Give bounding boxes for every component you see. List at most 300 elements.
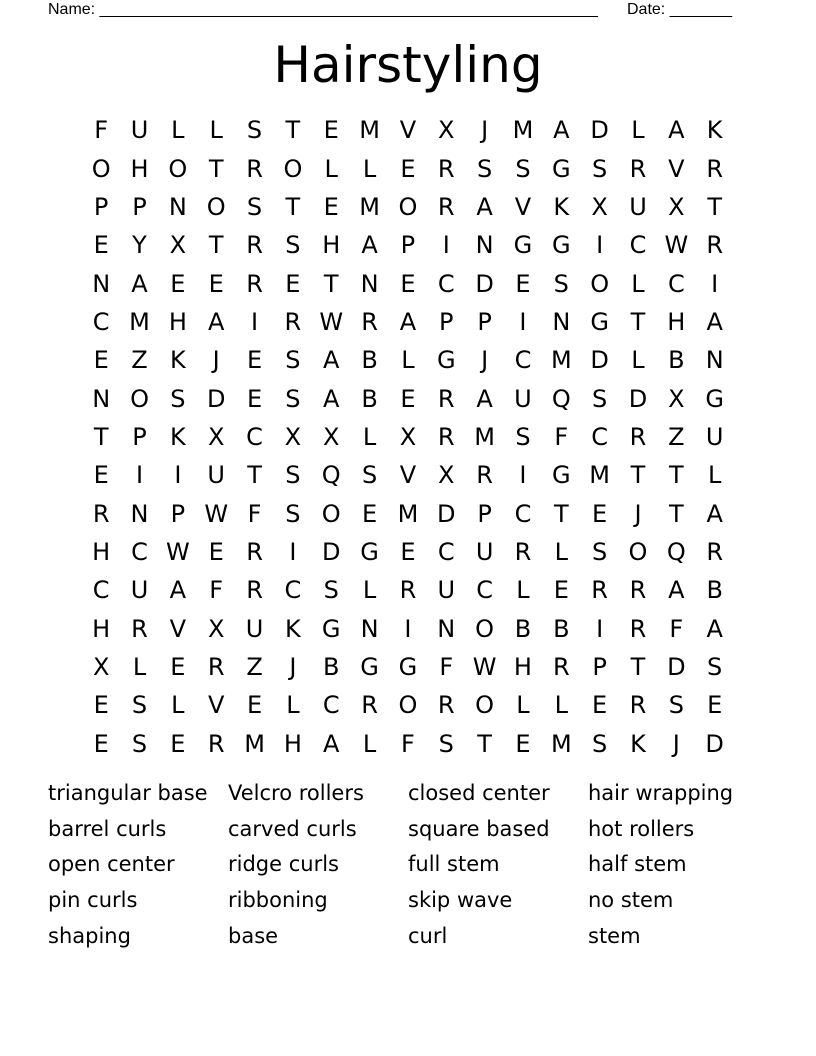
grid-letter: C: [437, 537, 455, 566]
grid-letter: X: [591, 192, 608, 221]
grid-letter: R: [476, 461, 493, 490]
grid-letter: T: [668, 499, 684, 528]
grid-letter: X: [207, 614, 225, 643]
grid-letter: L: [362, 729, 377, 758]
grid-letter: Z: [246, 652, 263, 681]
grid-letter: R: [207, 729, 225, 758]
grid-letter: J: [481, 346, 489, 375]
word-bank-item: closed center: [408, 781, 550, 805]
grid-letter: Q: [666, 537, 686, 566]
grid-letter: E: [400, 154, 416, 183]
grid-letter: S: [592, 729, 608, 758]
grid-letter: P: [400, 231, 416, 260]
grid-letter: O: [91, 154, 111, 183]
grid-letter: V: [399, 116, 417, 145]
grid-letter: J: [634, 499, 642, 528]
word-bank-item: ridge curls: [228, 852, 339, 877]
grid-letter: R: [246, 231, 263, 260]
grid-letter: C: [476, 576, 493, 605]
grid-letter: M: [129, 307, 150, 336]
grid-letter: U: [437, 576, 456, 605]
grid-letter: G: [705, 384, 724, 413]
grid-letter: N: [552, 307, 571, 336]
grid-letter: I: [711, 269, 719, 298]
grid-letter: E: [246, 384, 263, 413]
grid-letter: F: [94, 116, 109, 145]
grid-letter: O: [398, 691, 418, 720]
grid-letter: S: [131, 691, 148, 720]
grid-letter: V: [399, 461, 417, 490]
grid-letter: E: [93, 691, 109, 720]
grid-letter: R: [629, 154, 647, 183]
grid-letter: C: [322, 691, 340, 720]
grid-letter: L: [631, 346, 645, 375]
grid-letter: S: [515, 422, 531, 451]
grid-letter: A: [323, 346, 340, 375]
grid-letter: T: [668, 461, 684, 490]
grid-letter: E: [285, 269, 301, 298]
grid-letter: S: [285, 384, 301, 413]
grid-letter: D: [667, 652, 686, 681]
grid-letter: X: [668, 384, 685, 413]
grid-letter: W: [204, 499, 229, 528]
grid-letter: M: [589, 461, 610, 490]
grid-letter: O: [168, 154, 188, 183]
grid-letter: R: [629, 691, 647, 720]
grid-letter: T: [630, 307, 646, 336]
grid-letter: T: [630, 652, 646, 681]
word-bank-item: half stem: [588, 852, 687, 877]
grid-letter: A: [706, 614, 723, 643]
grid-letter: B: [514, 614, 532, 643]
grid-letter: B: [706, 576, 723, 605]
grid-letter: S: [285, 346, 301, 375]
grid-letter: B: [668, 346, 685, 375]
grid-letter: R: [629, 576, 647, 605]
grid-letter: S: [170, 384, 186, 413]
grid-letter: R: [706, 537, 724, 566]
grid-letter: G: [551, 461, 571, 490]
grid-letter: C: [284, 576, 302, 605]
grid-letter: E: [361, 499, 378, 528]
grid-letter: L: [631, 116, 645, 145]
grid-letter: A: [476, 192, 493, 221]
grid-letter: C: [437, 269, 455, 298]
grid-letter: D: [705, 729, 724, 758]
grid-letter: I: [442, 231, 450, 260]
grid-letter: K: [630, 729, 646, 758]
grid-letter: T: [208, 231, 224, 260]
grid-letter: F: [209, 576, 224, 605]
name-line: Name: ________________________________________________________: [48, 1, 598, 18]
grid-letter: G: [398, 652, 418, 681]
grid-letter: F: [401, 729, 415, 758]
grid-letter: E: [400, 537, 416, 566]
grid-letter: U: [130, 116, 149, 145]
grid-letter: R: [246, 154, 263, 183]
word-bank-item: no stem: [588, 888, 674, 913]
grid-letter: U: [475, 537, 494, 566]
grid-letter: L: [209, 116, 223, 145]
grid-letter: L: [362, 422, 377, 451]
grid-letter: P: [93, 192, 109, 221]
grid-letter: N: [475, 231, 494, 260]
grid-letter: E: [208, 537, 224, 566]
grid-letter: I: [519, 307, 527, 336]
grid-letter: H: [168, 307, 187, 336]
grid-letter: G: [551, 154, 571, 183]
word-bank-item: barrel curls: [48, 816, 167, 841]
grid-letter: R: [437, 691, 455, 720]
grid-letter: W: [319, 307, 344, 336]
grid-letter: D: [321, 537, 341, 566]
grid-letter: E: [400, 269, 416, 298]
grid-letter: S: [323, 576, 339, 605]
grid-letter: T: [553, 499, 569, 528]
grid-letter: C: [591, 422, 609, 451]
grid-letter: E: [170, 652, 186, 681]
grid-letter: I: [289, 537, 297, 566]
grid-letter: U: [245, 614, 264, 643]
grid-letter: E: [170, 729, 186, 758]
grid-letter: O: [475, 691, 495, 720]
grid-letter: M: [550, 346, 572, 375]
grid-letter: K: [285, 614, 301, 643]
word-bank-item: shaping: [48, 923, 131, 948]
date-line: Date: _______: [627, 1, 732, 18]
word-bank-item: ribboning: [228, 888, 328, 913]
grid-letter: I: [135, 461, 144, 490]
grid-letter: I: [174, 461, 182, 490]
grid-letter: F: [247, 499, 262, 528]
grid-letter: G: [513, 231, 533, 260]
grid-letter: S: [246, 116, 263, 145]
word-bank-item: full stem: [408, 852, 500, 877]
grid-letter: D: [437, 499, 456, 528]
grid-letter: H: [130, 154, 149, 183]
grid-letter: R: [629, 422, 647, 451]
grid-letter: M: [359, 116, 380, 145]
grid-letter: E: [323, 116, 339, 145]
grid-letter: E: [515, 729, 531, 758]
grid-letter: R: [706, 231, 724, 260]
grid-letter: R: [437, 154, 455, 183]
grid-letter: L: [554, 691, 568, 720]
grid-letter: C: [667, 269, 685, 298]
grid-letter: L: [362, 154, 377, 183]
grid-letter: U: [629, 192, 647, 221]
grid-letter: C: [514, 499, 532, 528]
grid-letter: O: [283, 154, 303, 183]
letter-grid: [82, 111, 734, 763]
grid-letter: S: [515, 154, 531, 183]
word-bank-item: square based: [408, 816, 550, 841]
grid-letter: E: [400, 384, 416, 413]
grid-letter: O: [206, 192, 226, 221]
grid-letter: I: [404, 614, 412, 643]
grid-letter: R: [437, 192, 455, 221]
grid-letter: E: [93, 231, 109, 260]
grid-letter: C: [92, 307, 110, 336]
grid-letter: E: [707, 691, 723, 720]
grid-letter: N: [437, 614, 456, 643]
grid-letter: A: [706, 307, 723, 336]
grid-letter: E: [93, 461, 109, 490]
grid-letter: L: [132, 652, 147, 681]
word-bank-item: stem: [588, 923, 641, 948]
grid-letter: E: [246, 691, 263, 720]
grid-letter: D: [628, 384, 648, 413]
grid-letter: R: [706, 154, 724, 183]
grid-letter: W: [664, 231, 689, 260]
grid-letter: T: [93, 422, 109, 451]
page-title: Hairstyling: [273, 36, 543, 94]
grid-letter: R: [552, 652, 570, 681]
grid-letter: R: [437, 422, 455, 451]
grid-letter: S: [592, 154, 608, 183]
word-bank: [48, 776, 768, 954]
grid-letter: D: [590, 346, 609, 375]
grid-letter: E: [170, 269, 186, 298]
grid-letter: T: [285, 192, 301, 221]
grid-letter: X: [284, 422, 302, 451]
grid-letter: U: [705, 422, 724, 451]
grid-letter: R: [131, 614, 148, 643]
grid-letter: R: [514, 537, 532, 566]
grid-letter: S: [246, 192, 263, 221]
grid-letter: R: [361, 307, 378, 336]
grid-letter: E: [93, 346, 109, 375]
grid-letter: G: [590, 307, 609, 336]
grid-letter: E: [592, 691, 608, 720]
grid-letter: L: [516, 691, 530, 720]
grid-letter: S: [285, 461, 301, 490]
word-bank-item: base: [228, 923, 279, 948]
grid-letter: W: [165, 537, 190, 566]
grid-letter: C: [246, 422, 263, 451]
grid-letter: H: [92, 537, 111, 566]
grid-letter: F: [439, 652, 454, 681]
grid-letter: S: [668, 691, 684, 720]
grid-letter: U: [514, 384, 532, 413]
grid-letter: T: [707, 192, 722, 221]
grid-letter: R: [207, 652, 225, 681]
grid-letter: M: [359, 192, 380, 221]
grid-letter: O: [475, 614, 495, 643]
grid-letter: L: [401, 346, 415, 375]
grid-letter: X: [92, 652, 110, 681]
grid-letter: R: [591, 576, 608, 605]
grid-letter: L: [707, 461, 722, 490]
grid-letter: K: [169, 346, 186, 375]
grid-letter: B: [553, 614, 570, 643]
grid-letter: R: [246, 576, 263, 605]
grid-letter: S: [476, 154, 493, 183]
grid-letter: I: [519, 461, 527, 490]
grid-letter: O: [130, 384, 149, 413]
grid-letter: N: [168, 192, 187, 221]
grid-letter: M: [397, 499, 419, 528]
grid-letter: S: [285, 499, 301, 528]
grid-letter: U: [207, 461, 225, 490]
grid-letter: L: [362, 576, 377, 605]
grid-letter: A: [361, 231, 378, 260]
grid-letter: R: [629, 614, 647, 643]
grid-letter: S: [592, 537, 608, 566]
grid-letter: S: [553, 269, 569, 298]
grid-letter: A: [668, 576, 685, 605]
grid-letter: K: [706, 116, 723, 145]
grid-letter: P: [477, 307, 492, 336]
grid-letter: R: [437, 384, 455, 413]
grid-letter: H: [283, 729, 302, 758]
grid-letter: X: [438, 116, 455, 145]
grid-letter: D: [206, 384, 226, 413]
grid-letter: E: [592, 499, 608, 528]
word-bank-item: skip wave: [408, 888, 513, 913]
grid-letter: Y: [132, 231, 147, 260]
grid-letter: L: [286, 691, 300, 720]
grid-letter: L: [171, 116, 185, 145]
grid-letter: E: [246, 346, 263, 375]
grid-letter: H: [322, 231, 341, 260]
grid-letter: A: [323, 384, 340, 413]
grid-letter: P: [592, 652, 607, 681]
grid-letter: T: [285, 116, 301, 145]
grid-letter: P: [170, 499, 186, 528]
grid-letter: V: [169, 614, 187, 643]
grid-letter: N: [705, 346, 724, 375]
grid-letter: G: [321, 614, 341, 643]
grid-letter: R: [399, 576, 417, 605]
grid-letter: S: [131, 729, 148, 758]
grid-letter: V: [207, 691, 225, 720]
grid-letter: N: [360, 614, 379, 643]
grid-letter: A: [706, 499, 723, 528]
grid-letter: S: [438, 729, 454, 758]
grid-letter: C: [629, 231, 647, 260]
grid-letter: F: [669, 614, 684, 643]
grid-letter: X: [323, 422, 340, 451]
grid-letter: O: [628, 537, 648, 566]
grid-letter: A: [553, 116, 570, 145]
grid-letter: S: [361, 461, 378, 490]
grid-letter: L: [171, 691, 185, 720]
grid-letter: A: [323, 729, 340, 758]
grid-letter: G: [436, 346, 456, 375]
grid-letter: V: [668, 154, 685, 183]
grid-letter: L: [554, 537, 568, 566]
grid-letter: K: [169, 422, 186, 451]
grid-letter: J: [289, 652, 297, 681]
grid-letter: T: [323, 269, 339, 298]
grid-letter: N: [92, 384, 111, 413]
grid-letter: A: [476, 384, 493, 413]
grid-letter: A: [399, 307, 417, 336]
grid-letter: H: [667, 307, 686, 336]
grid-letter: T: [247, 461, 262, 490]
grid-letter: E: [553, 576, 569, 605]
grid-letter: A: [207, 307, 225, 336]
grid-letter: Q: [321, 461, 341, 490]
grid-letter: G: [551, 231, 571, 260]
word-bank-item: open center: [48, 852, 175, 877]
grid-letter: R: [246, 537, 263, 566]
grid-letter: G: [360, 652, 379, 681]
grid-letter: P: [477, 499, 492, 528]
grid-letter: J: [212, 346, 220, 375]
word-bank-item: hot rollers: [588, 816, 695, 841]
grid-letter: E: [515, 269, 531, 298]
grid-letter: V: [514, 192, 532, 221]
grid-letter: E: [323, 192, 339, 221]
grid-letter: B: [361, 346, 378, 375]
grid-letter: O: [590, 269, 610, 298]
grid-letter: C: [131, 537, 148, 566]
grid-letter: P: [132, 192, 147, 221]
grid-letter: R: [284, 307, 302, 336]
grid-letter: L: [631, 269, 645, 298]
grid-letter: A: [169, 576, 187, 605]
grid-letter: M: [244, 729, 265, 758]
grid-letter: I: [596, 231, 604, 260]
grid-letter: D: [590, 116, 609, 145]
grid-letter: H: [92, 614, 111, 643]
grid-letter: Q: [551, 384, 571, 413]
grid-letter: M: [550, 729, 572, 758]
grid-letter: O: [398, 192, 418, 221]
word-bank-item: triangular base: [48, 781, 208, 805]
grid-letter: X: [207, 422, 225, 451]
grid-letter: A: [131, 269, 148, 298]
word-bank-item: pin curls: [48, 888, 138, 913]
grid-letter: N: [360, 269, 379, 298]
grid-letter: U: [130, 576, 149, 605]
grid-letter: Z: [668, 422, 685, 451]
grid-letter: F: [554, 422, 569, 451]
word-bank-item: carved curls: [228, 816, 357, 841]
grid-letter: T: [630, 461, 646, 490]
grid-letter: T: [208, 154, 224, 183]
grid-letter: J: [481, 116, 489, 145]
word-bank-item: Velcro rollers: [228, 781, 364, 805]
grid-letter: S: [592, 384, 608, 413]
grid-letter: N: [130, 499, 149, 528]
grid-letter: T: [477, 729, 492, 758]
grid-letter: S: [285, 231, 301, 260]
grid-letter: R: [246, 269, 263, 298]
grid-letter: G: [360, 537, 379, 566]
grid-letter: P: [132, 422, 147, 451]
word-bank-item: hair wrapping: [588, 781, 734, 805]
grid-letter: B: [361, 384, 378, 413]
grid-letter: I: [251, 307, 259, 336]
grid-letter: X: [169, 231, 187, 260]
grid-letter: O: [321, 499, 341, 528]
grid-letter: L: [516, 576, 530, 605]
grid-letter: C: [514, 346, 532, 375]
grid-letter: W: [472, 652, 497, 681]
grid-letter: R: [361, 691, 378, 720]
grid-letter: M: [474, 422, 495, 451]
grid-letter: X: [668, 192, 685, 221]
grid-letter: R: [92, 499, 110, 528]
grid-letter: E: [93, 729, 109, 758]
grid-letter: C: [92, 576, 110, 605]
grid-letter: J: [672, 729, 680, 758]
grid-letter: L: [324, 154, 338, 183]
grid-letter: Z: [131, 346, 148, 375]
